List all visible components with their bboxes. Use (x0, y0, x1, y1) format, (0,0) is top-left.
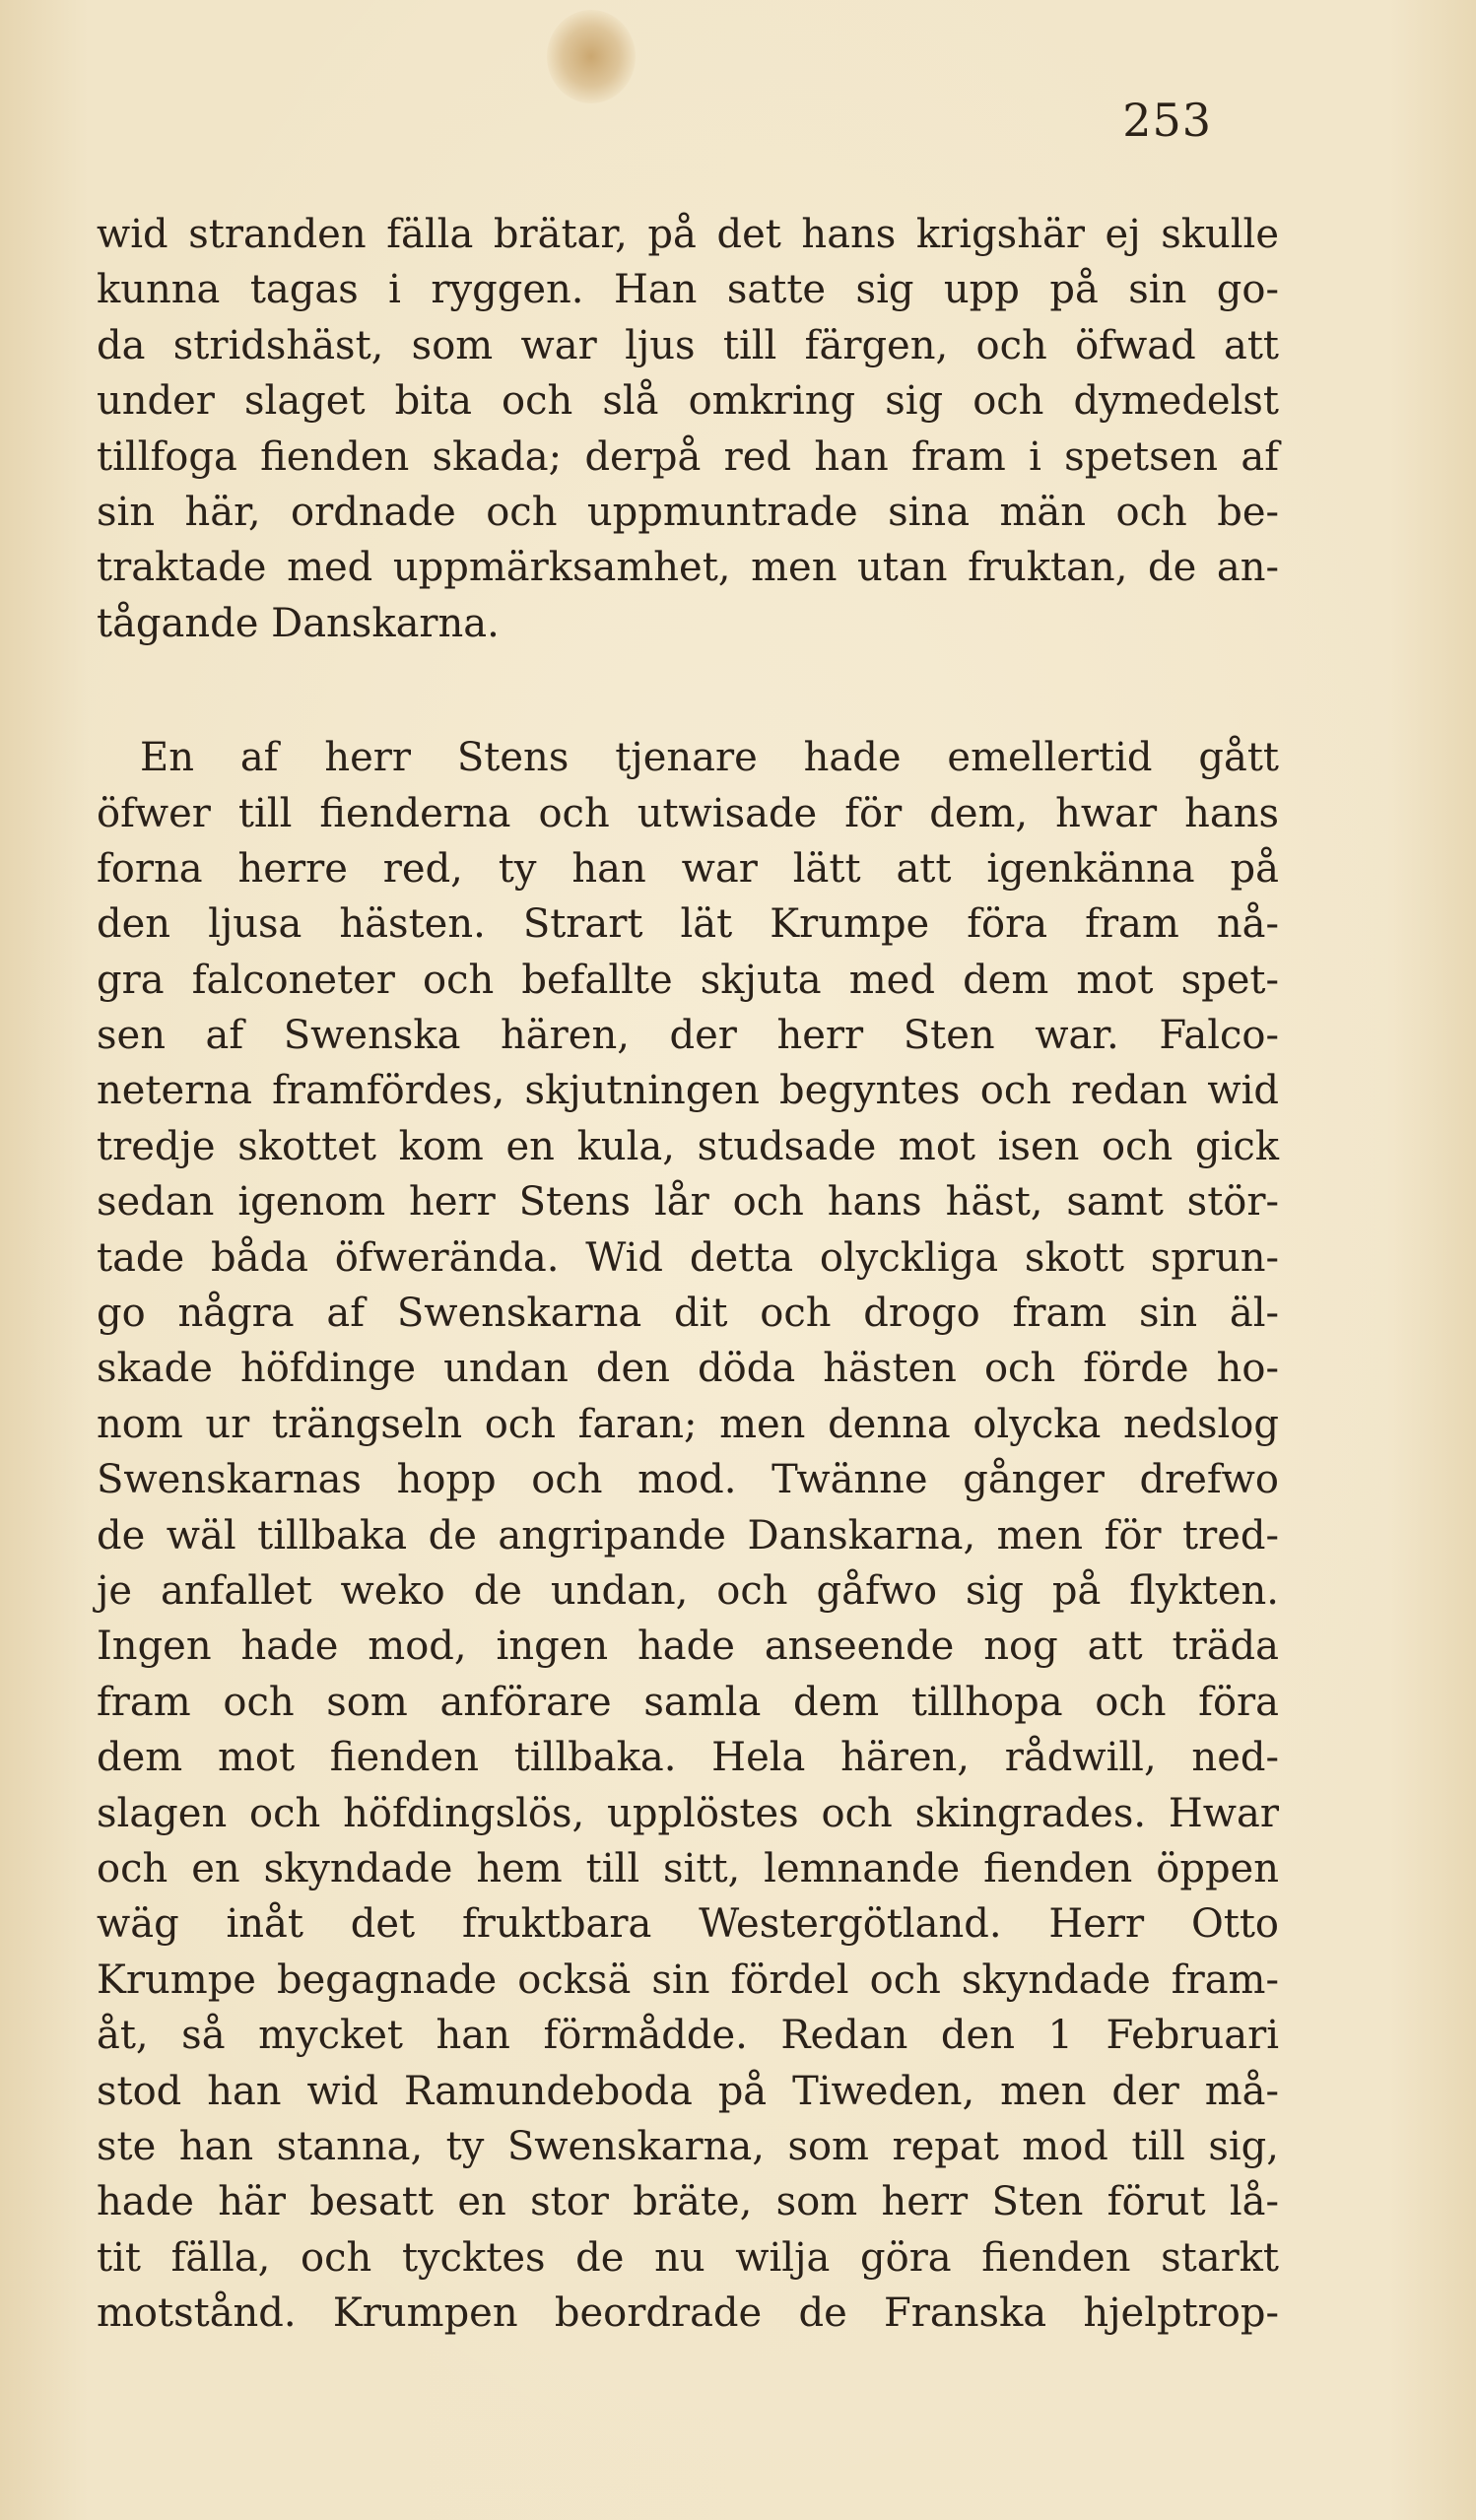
page-number: 253 (1122, 94, 1212, 147)
text-line: den ljusa hästen. Strart lät Krumpe föra fram nå- (97, 901, 1279, 948)
text-line: de wäl tillbaka de angripande Danskarna, men för tred- (97, 1512, 1279, 1558)
text-line: tågande Danskarna. (97, 600, 500, 646)
text-line: dem mot fienden tillbaka. Hela hären, rådwill, ned- (97, 1735, 1279, 1781)
text-line: hade här besatt en stor bräte, som herr Sten förut lå- (97, 2179, 1279, 2225)
text-line: go några af Swenskarna dit och drogo fram sin äl- (97, 1291, 1279, 1337)
body-text (97, 207, 1279, 2341)
text-line: sen af Swenska hären, der herr Sten war. Falco- (97, 1013, 1279, 1059)
text-line: och en skyndade hem till sitt, lemnande fienden öppen (97, 1845, 1279, 1891)
text-line: tade båda öfwerända. Wid detta olyckliga skott sprun- (97, 1234, 1279, 1281)
text-line: skade höfdinge undan den döda hästen och förde ho- (97, 1346, 1279, 1392)
text-line: tit fälla, och tycktes de nu wilja göra fienden starkt (97, 2234, 1279, 2281)
text-line: åt, så mycket han förmådde. Redan den 1 Februari (97, 2013, 1279, 2059)
text-line: tredje skottet kom en kula, studsade mot isen och gick (97, 1123, 1279, 1169)
ink-stain (547, 10, 636, 103)
text-line: Krumpe begagnade ocksä sin fördel och skyndade fram- (97, 1956, 1279, 2003)
text-line: forna herre red, ty han war lätt att igenkänna på (97, 845, 1279, 892)
text-line: fram och som anförare samla dem tillhopa och föra (97, 1679, 1279, 1725)
text-line: wid stranden fälla brätar, på det hans krigshär ej skulle (97, 212, 1279, 257)
text-line: sin här, ordnade och uppmuntrade sina män och be- (97, 489, 1279, 535)
text-line: En af herr Stens tjenare hade emellertid gått (140, 735, 1279, 781)
text-line: nom ur trängseln och faran; men denna olycka nedslog (97, 1401, 1279, 1447)
text-line: stod han wid Ramundeboda på Tiweden, men der må- (97, 2068, 1279, 2114)
text-line: je anfallet weko de undan, och gåfwo sig på flykten. (97, 1567, 1279, 1614)
text-line: ste han stanna, ty Swenskarna, som repat mod till sig, (97, 2123, 1279, 2169)
text-line: traktade med uppmärksamhet, men utan fruktan, de an- (97, 545, 1279, 591)
text-line: da stridshäst, som war ljus till färgen, och öfwad att (97, 322, 1279, 368)
text-line: tillfoga fienden skada; derpå red han fram i spetsen af (97, 433, 1279, 480)
text-line: sedan igenom herr Stens lår och hans häst, samt stör- (97, 1179, 1279, 1226)
paragraph-1 (97, 207, 1279, 651)
text-line: Swenskarnas hopp och mod. Twänne gånger drefwo (97, 1457, 1279, 1503)
text-line: gra falconeter och befallte skjuta med dem mot spet- (97, 957, 1279, 1003)
paragraph-2 (97, 730, 1279, 2341)
text-line: Ingen hade mod, ingen hade anseende nog att träda (97, 1624, 1279, 1670)
text-line: kunna tagas i ryggen. Han satte sig upp på sin go- (97, 267, 1279, 313)
text-line: slagen och höfdingslös, upplöstes och skingrades. Hwar (97, 1790, 1279, 1836)
text-line: wäg inåt det fruktbara Westergötland. Herr Otto (97, 1901, 1279, 1948)
paragraph-gap (97, 651, 1279, 730)
text-line: öfwer till fienderna och utwisade för dem, hwar hans (97, 790, 1279, 836)
text-line: under slaget bita och slå omkring sig och dymedelst (97, 378, 1279, 425)
text-line: neterna framfördes, skjutningen begyntes och redan wid (97, 1068, 1279, 1114)
text-line: motstånd. Krumpen beordrade de Franska hjelptrop- (97, 2290, 1279, 2337)
